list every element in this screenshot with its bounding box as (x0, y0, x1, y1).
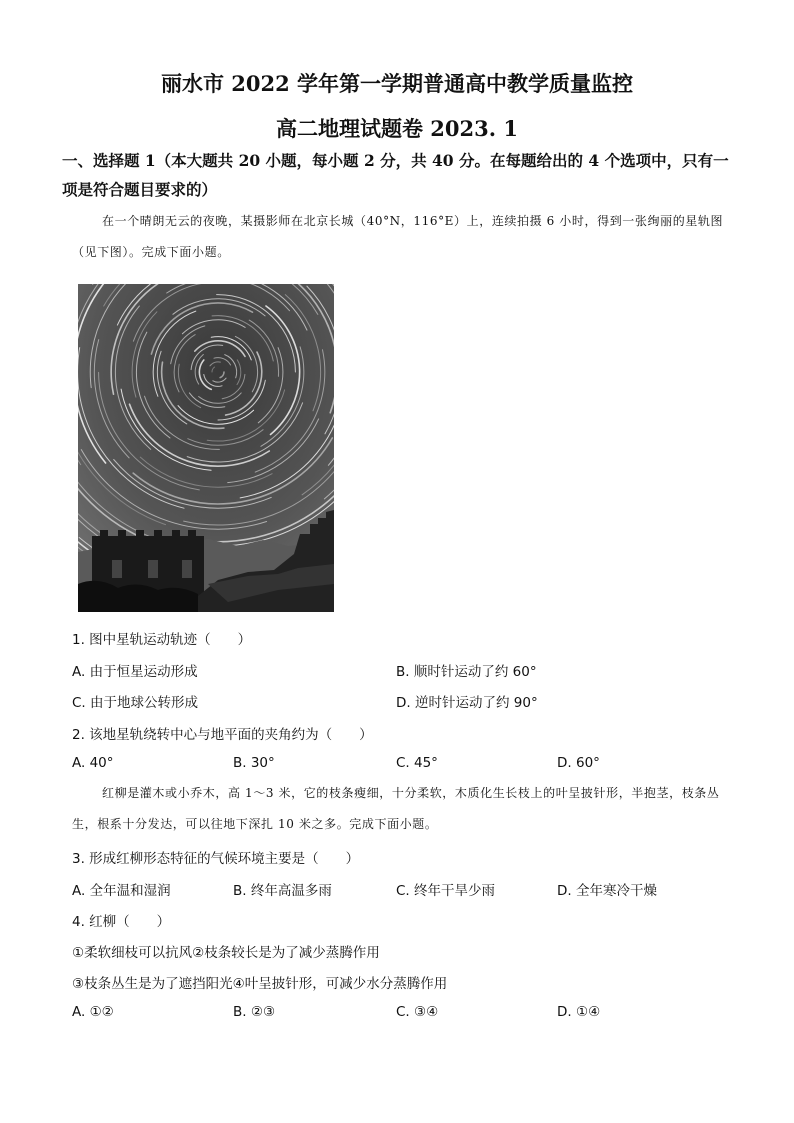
question-1-option-c[interactable]: C. 由于地球公转形成 (72, 695, 199, 711)
question-4-statement-2: ③枝条丛生是为了遮挡阳光④叶呈披针形，可减少水分蒸腾作用 (72, 976, 448, 992)
question-2-stem: 2. 该地星轨绕转中心与地平面的夹角约为（ ） (72, 727, 373, 743)
question-4-option-c[interactable]: C. ③④ (396, 1004, 439, 1020)
question-4-option-a[interactable]: A. ①② (72, 1004, 114, 1020)
question-3-option-d[interactable]: D. 全年寒冷干燥 (557, 883, 657, 899)
question-4-option-b[interactable]: B. ②③ (233, 1004, 276, 1020)
question-2-option-a[interactable]: A. 40° (72, 755, 114, 771)
exam-title: 丽水市 2022 学年第一学期普通高中教学质量监控 (160, 71, 634, 96)
question-4-stem: 4. 红柳（ ） (72, 914, 171, 930)
question-3-option-a[interactable]: A. 全年温和湿润 (72, 883, 171, 899)
exam-subtitle: 高二地理试题卷 2023. 1 (276, 116, 518, 141)
section-heading: 一、选择题 1（本大题共 20 小题，每小题 2 分，共 40 分。在每题给出的 4 个选项中，只有一项是符合题目要求的） (62, 151, 729, 199)
question-1-option-a[interactable]: A. 由于恒星运动形成 (72, 664, 198, 680)
star-trails-icon (78, 284, 334, 612)
question-3-stem: 3. 形成红柳形态特征的气候环境主要是（ ） (72, 851, 360, 867)
question-2-option-d[interactable]: D. 60° (557, 755, 600, 771)
question-2-option-b[interactable]: B. 30° (233, 755, 275, 771)
question-3-option-c[interactable]: C. 终年干旱少雨 (396, 883, 496, 899)
question-3-option-b[interactable]: B. 终年高温多雨 (233, 883, 332, 899)
question-1-option-d[interactable]: D. 逆时针运动了约 90° (396, 695, 538, 711)
question-2-option-c[interactable]: C. 45° (396, 755, 438, 771)
passage-red-willow: 红柳是灌木或小乔木，高 1～3 米，它的枝条瘦细，十分柔软，木质化生长枝上的叶呈披针形，半抱茎，枝条丛生，根系十分发达，可以往地下深扎 10 米之多。完成下面小题。 (72, 786, 720, 831)
question-1-option-b[interactable]: B. 顺时针运动了约 60° (396, 664, 537, 680)
question-1-stem: 1. 图中星轨运动轨迹（ ） (72, 632, 252, 648)
passage-star-trails: 在一个晴朗无云的夜晚，某摄影师在北京长城（40°N，116°E）上，连续拍摄 6 小时，得到一张绚丽的星轨图（见下图）。完成下面小题。 (72, 214, 724, 259)
question-4-statement-1: ①柔软细枝可以抗风②枝条较长是为了减少蒸腾作用 (72, 945, 380, 961)
star-trails-photo (78, 284, 334, 612)
question-4-option-d[interactable]: D. ①④ (557, 1004, 601, 1020)
